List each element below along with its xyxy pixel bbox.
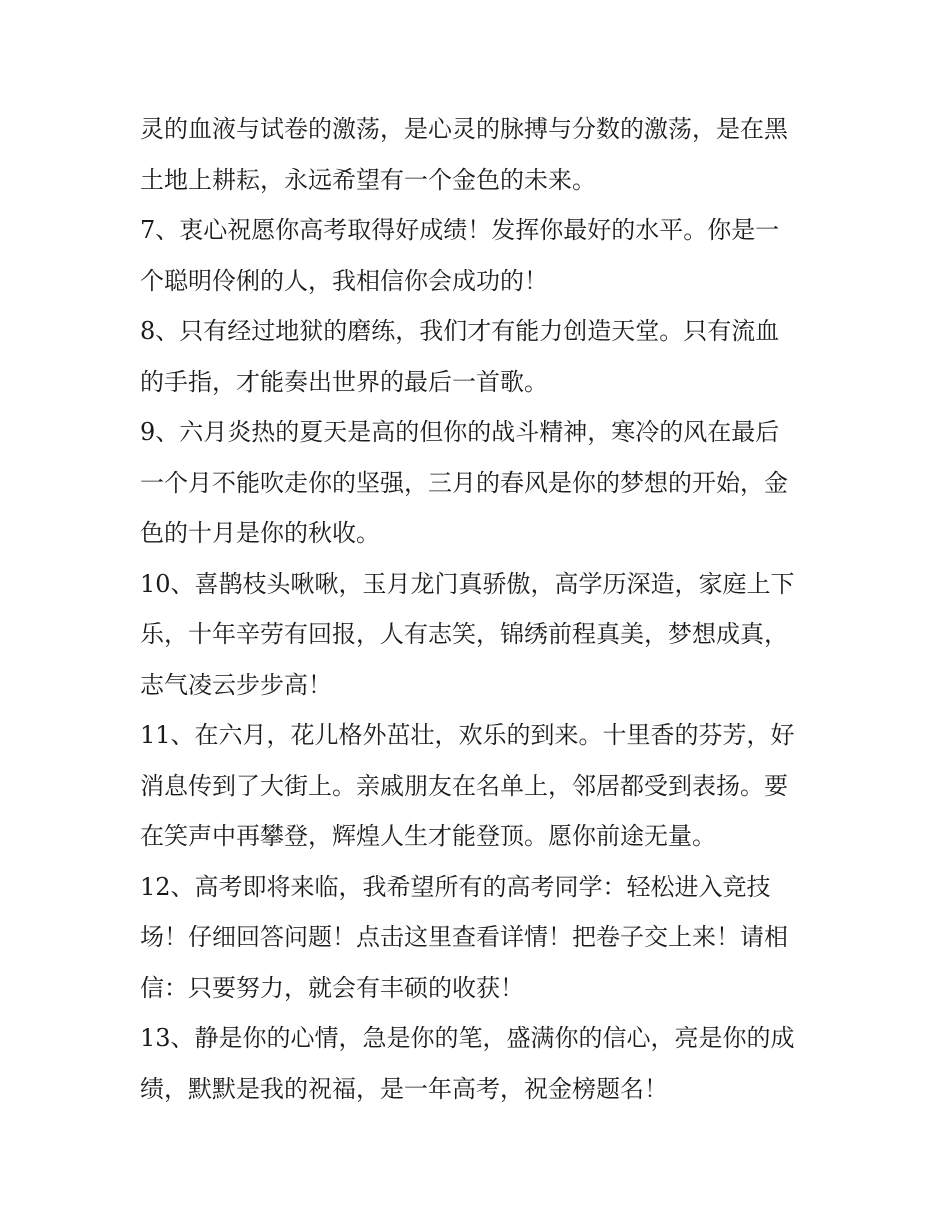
paragraph-item-13 bbox=[140, 1013, 820, 1114]
text-line: 色的十月是你的秋收。 bbox=[140, 519, 380, 547]
paragraph-item-8 bbox=[140, 306, 820, 407]
paragraph-continued bbox=[140, 104, 820, 205]
document-body bbox=[140, 104, 820, 1114]
paragraph-item-9 bbox=[140, 407, 820, 559]
paragraph-item-11 bbox=[140, 710, 820, 862]
text-line: 消息传到了大街上。亲戚朋友在名单上，邻居都受到表扬。要 bbox=[140, 771, 788, 800]
text-line: 11、在六月，花儿格外茁壮，欢乐的到来。十里香的芬芳，好 bbox=[140, 721, 795, 749]
text-line: 场！仔细回答问题！点击这里查看详情！把卷子交上来！请相 bbox=[140, 923, 788, 951]
paragraph-item-12 bbox=[140, 862, 820, 1014]
text-line: 土地上耕耘，永远希望有一个金色的未来。 bbox=[140, 165, 596, 194]
text-line: 9、六月炎热的夏天是高的但你的战斗精神，寒冷的风在最后 bbox=[140, 418, 780, 446]
text-line: 8、只有经过地狱的磨练，我们才有能力创造天堂。只有流血 bbox=[140, 317, 780, 345]
text-line: 个聪明伶俐的人，我相信你会成功的！ bbox=[140, 266, 548, 295]
text-line: 7、衷心祝愿你高考取得好成绩！发挥你最好的水平。你是一 bbox=[140, 216, 780, 244]
paragraph-item-10 bbox=[140, 559, 820, 711]
text-line: 信：只要努力，就会有丰硕的收获！ bbox=[140, 973, 524, 1002]
text-line: 13、静是你的心情，急是你的笔，盛满你的信心，亮是你的成 bbox=[140, 1024, 795, 1052]
text-line: 志气凌云步步高！ bbox=[140, 670, 332, 699]
text-line: 12、高考即将来临，我希望所有的高考同学：轻松进入竞技 bbox=[140, 872, 771, 901]
text-line: 一个月不能吹走你的坚强，三月的春风是你的梦想的开始，金 bbox=[140, 468, 788, 497]
text-line: 乐，十年辛劳有回报，人有志笑，锦绣前程真美，梦想成真， bbox=[140, 620, 788, 648]
text-line: 在笑声中再攀登，辉煌人生才能登顶。愿你前途无量。 bbox=[140, 822, 716, 850]
text-line: 灵的血液与试卷的激荡，是心灵的脉搏与分数的激荡，是在黑 bbox=[140, 115, 788, 143]
text-line: 的手指，才能奏出世界的最后一首歌。 bbox=[140, 367, 548, 396]
text-line: 10、喜鹊枝头啾啾，玉月龙门真骄傲，高学历深造，家庭上下 bbox=[140, 569, 795, 598]
text-line: 绩，默默是我的祝福，是一年高考，祝金榜题名！ bbox=[140, 1074, 668, 1103]
paragraph-item-7 bbox=[140, 205, 820, 306]
